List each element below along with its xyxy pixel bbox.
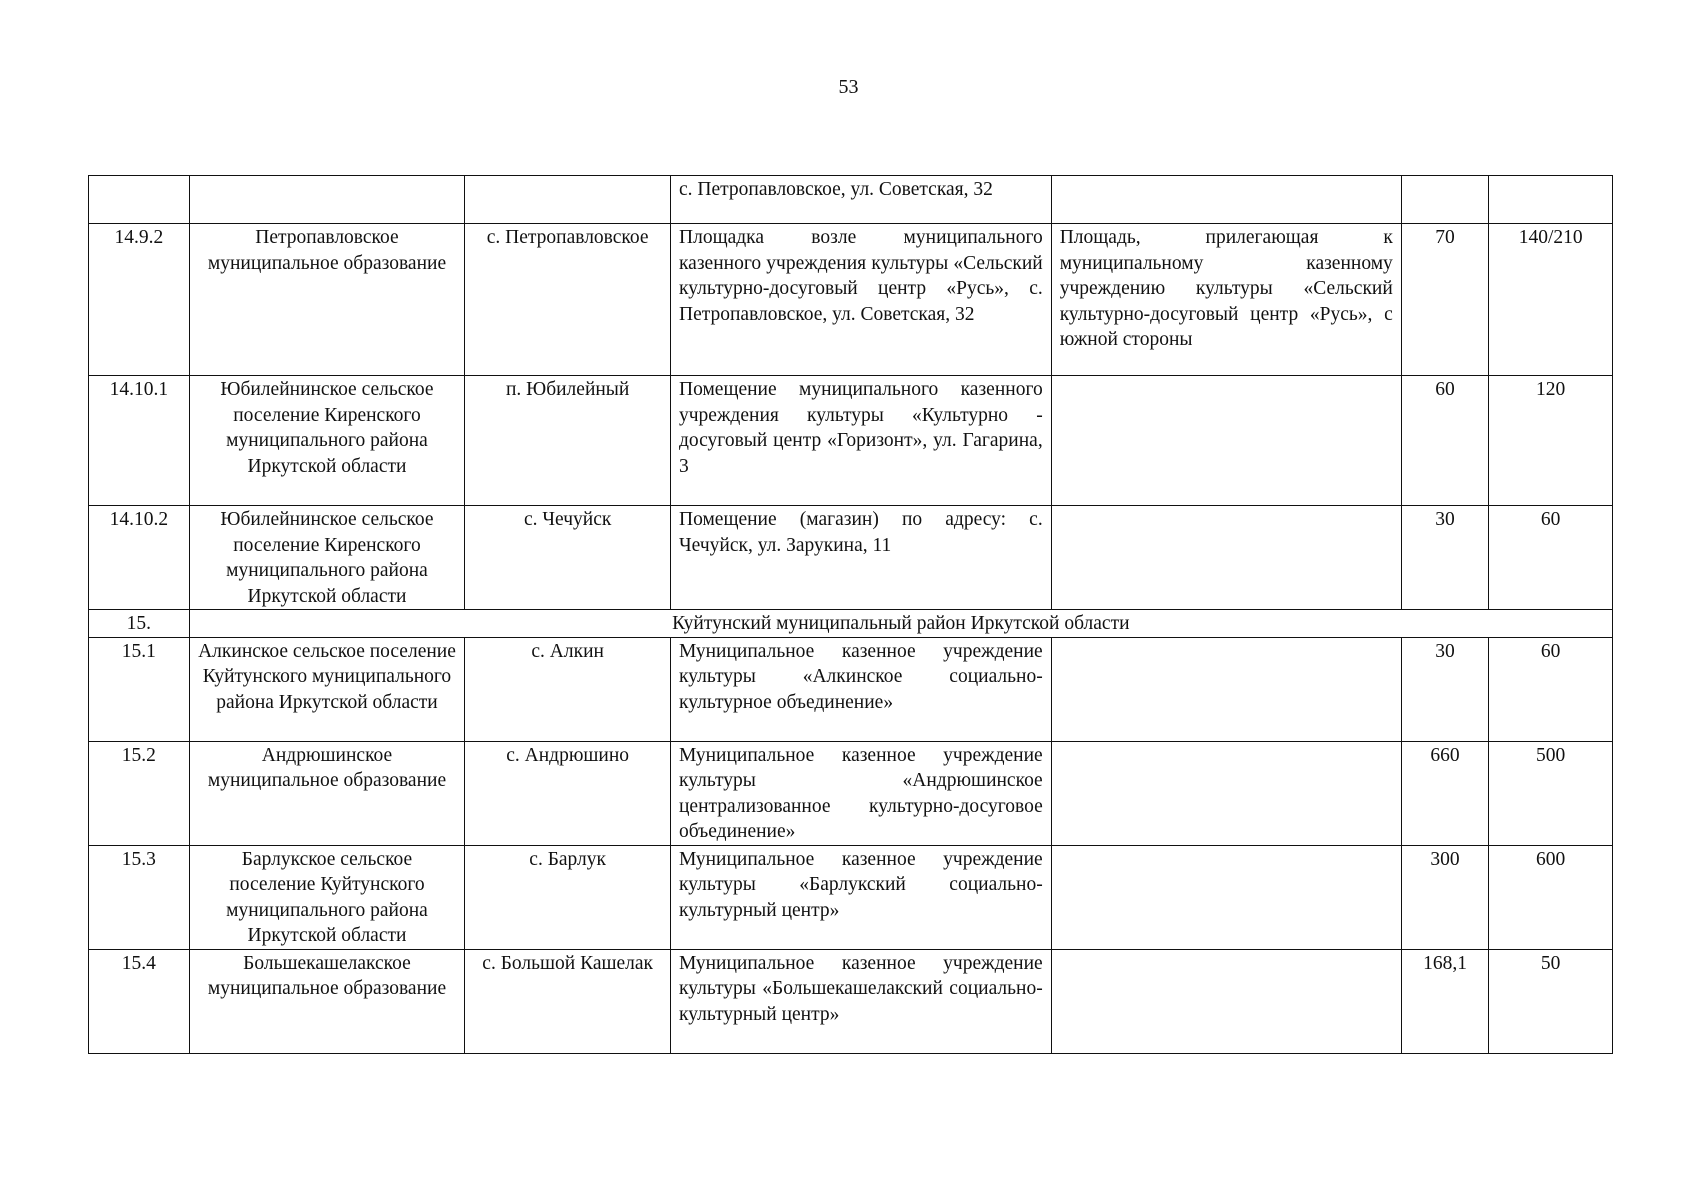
section-row [89,610,1613,638]
cell-number: 14.10.2 [89,506,190,610]
cell-number: 15.2 [89,741,190,845]
cell-organization: Петропавловское муниципальное образование [189,224,465,376]
cell-number: 15.1 [89,637,190,741]
cell-description [1051,949,1401,1053]
cell-locality: с. Чечуйск [465,506,671,610]
cell-value-1: 168,1 [1401,949,1489,1053]
cell-locality: с. Андрюшино [465,741,671,845]
cell-value-2: 50 [1489,949,1613,1053]
cell-value-1: 30 [1401,637,1489,741]
cell-locality: с. Барлук [465,845,671,949]
cell-place: Помещение (магазин) по адресу: с. Чечуйск, ул. Зарукина, 11 [671,506,1052,610]
cell-description [1051,376,1401,506]
table-row [89,845,1613,949]
cell-number: 14.9.2 [89,224,190,376]
cell-place: с. Петропавловское, ул. Советская, 32 [671,176,1052,224]
cell-organization: Большекашелакское муниципальное образование [189,949,465,1053]
cell-value-2: 60 [1489,506,1613,610]
cell-place: Помещение муниципального казенного учреждения культуры «Культурно - досуговый центр «Горизонт», ул. Гагарина, 3 [671,376,1052,506]
cell-organization: Барлукское сельское поселение Куйтунского муниципального района Иркутской области [189,845,465,949]
cell-locality: с. Алкин [465,637,671,741]
table-row [89,506,1613,610]
cell-description: Площадь, прилегающая к муниципальному казенному учреждению культуры «Сельский культурно-досуговый центр «Русь», с южной стороны [1051,224,1401,376]
cell-description [1051,506,1401,610]
cell-value-2: 60 [1489,637,1613,741]
cell-number [89,176,190,224]
cell-locality [465,176,671,224]
cell-value-1: 30 [1401,506,1489,610]
cell-description [1051,637,1401,741]
cell-value-2: 600 [1489,845,1613,949]
cell-place: Площадка возле муниципального казенного учреждения культуры «Сельский культурно-досуговый центр «Русь», с. Петропавловское, ул. Советская, 32 [671,224,1052,376]
cell-place: Муниципальное казенное учреждение культуры «Барлукский социально-культурный центр» [671,845,1052,949]
cell-number: 14.10.1 [89,376,190,506]
table-row [89,224,1613,376]
cell-value-1: 60 [1401,376,1489,506]
cell-number: 15.3 [89,845,190,949]
cell-locality: с. Петропавловское [465,224,671,376]
cell-locality: п. Юбилейный [465,376,671,506]
cell-value-1: 300 [1401,845,1489,949]
cell-description [1051,176,1401,224]
cell-value-1 [1401,176,1489,224]
cell-place: Муниципальное казенное учреждение культуры «Андрюшинское централизованное культурно-досуговое объединение» [671,741,1052,845]
section-number: 15. [89,610,190,638]
cell-value-1: 660 [1401,741,1489,845]
table-row [89,949,1613,1053]
cell-value-1: 70 [1401,224,1489,376]
document-table [88,175,1613,1054]
cell-description [1051,845,1401,949]
cell-locality: с. Большой Кашелак [465,949,671,1053]
cell-organization: Андрюшинское муниципальное образование [189,741,465,845]
page-number: 53 [838,76,859,98]
cell-place: Муниципальное казенное учреждение культуры «Большекашелакский социально-культурный центр» [671,949,1052,1053]
cell-value-2: 500 [1489,741,1613,845]
cell-value-2 [1489,176,1613,224]
cell-organization: Юбилейнинское сельское поселение Киренского муниципального района Иркутской области [189,376,465,506]
cell-organization: Алкинское сельское поселение Куйтунского муниципального района Иркутской области [189,637,465,741]
cell-organization [189,176,465,224]
cell-organization: Юбилейнинское сельское поселение Киренского муниципального района Иркутской области [189,506,465,610]
table-row [89,376,1613,506]
cell-number: 15.4 [89,949,190,1053]
cell-description [1051,741,1401,845]
table-row [89,176,1613,224]
table-row [89,741,1613,845]
cell-value-2: 120 [1489,376,1613,506]
cell-value-2: 140/210 [1489,224,1613,376]
section-title: Куйтунский муниципальный район Иркутской области [189,610,1612,638]
table-row [89,637,1613,741]
cell-place: Муниципальное казенное учреждение культуры «Алкинское социально-культурное объединение» [671,637,1052,741]
